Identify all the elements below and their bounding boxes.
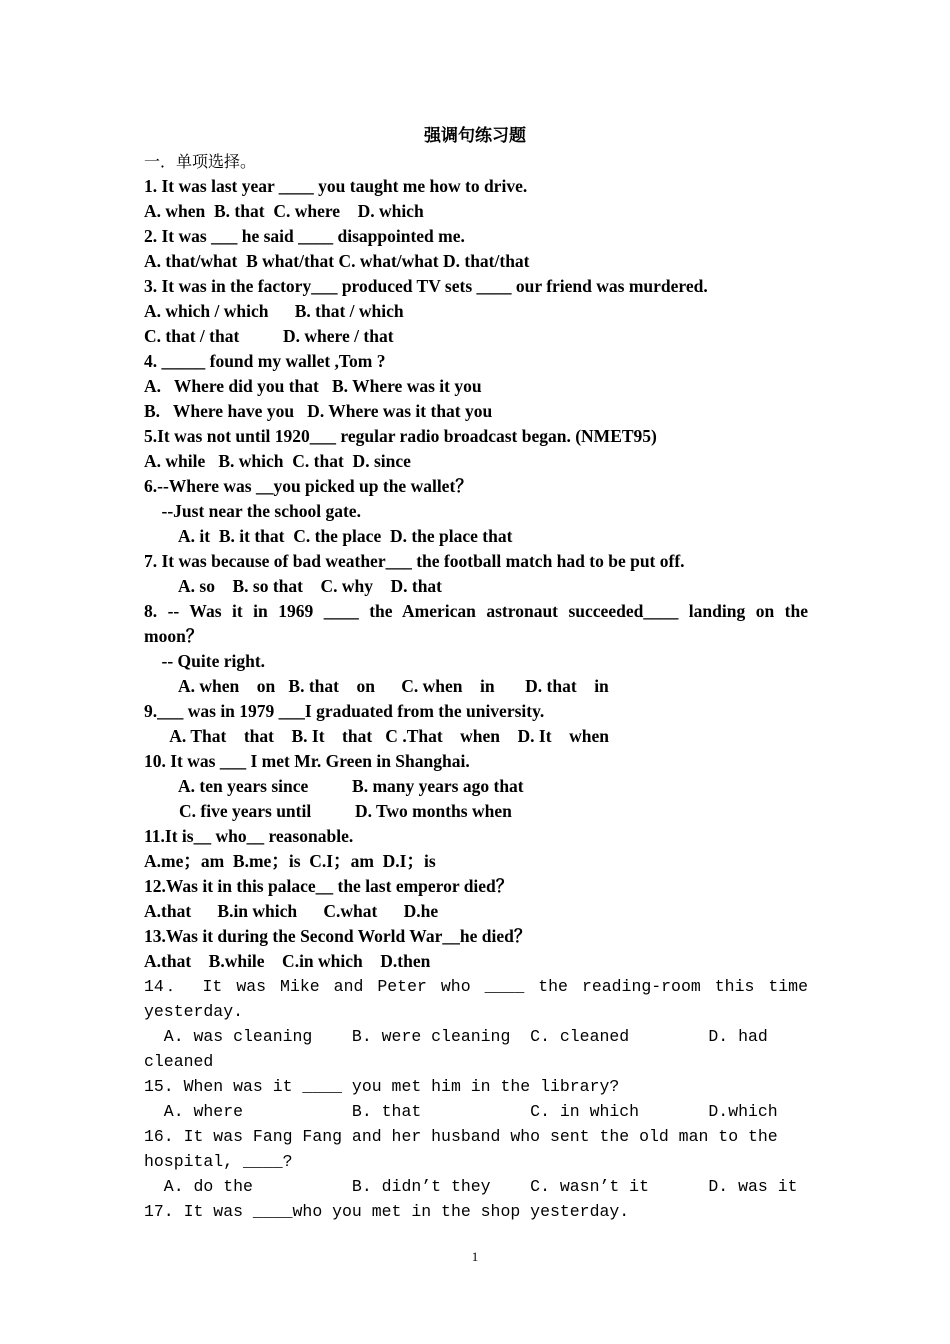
question-11-options: A.me；am B.me；is C.I；am D.I；is	[144, 851, 436, 871]
question-11: 11.It is__ who__ reasonable.	[144, 826, 354, 846]
question-15-options: A. where B. that C. in which D.which	[144, 1102, 778, 1121]
question-14-continued: yesterday.	[144, 1002, 244, 1021]
question-14-options-continued: cleaned	[144, 1052, 214, 1071]
question-2: 2. It was ___ he said ____ disappointed me.	[144, 226, 465, 246]
question-14: 14． It was Mike and Peter who ____ the reading-room this time	[144, 977, 808, 996]
question-3-options-c-d: C. that / that D. where / that	[144, 326, 394, 346]
question-16: 16. It was Fang Fang and her husband who sent the old man to the	[144, 1127, 778, 1146]
question-6-options: A. it B. it that C. the place D. the place that	[144, 526, 513, 546]
question-8-options: A. when on B. that on C. when in D. that in	[144, 676, 609, 696]
question-13-options: A.that B.while C.in which D.then	[144, 951, 431, 971]
question-17: 17. It was ____who you met in the shop yesterday.	[144, 1202, 630, 1221]
question-3-options-a-b: A. which / which B. that / which	[144, 301, 404, 321]
question-3: 3. It was in the factory___ produced TV sets ____ our friend was murdered.	[144, 276, 708, 296]
question-10-options-a-b: A. ten years since B. many years ago that	[144, 776, 524, 796]
question-8-continued: moon？	[144, 626, 204, 646]
question-5-options: A. while B. which C. that D. since	[144, 451, 411, 471]
question-2-options: A. that/what B what/that C. what/what D. that/that	[144, 251, 530, 271]
question-8: 8. -- Was it in 1969 ____ the American astronaut succeeded____ landing on the	[144, 601, 808, 621]
question-7: 7. It was because of bad weather___ the football match had to be put off.	[144, 551, 685, 571]
question-14-options: A. was cleaning B. were cleaning C. cleaned D. had	[144, 1027, 768, 1046]
question-8-reply: -- Quite right.	[144, 651, 266, 671]
question-4: 4. _____ found my wallet ,Tom ?	[144, 351, 386, 371]
question-16-options: A. do the B. didn’t they C. wasn’t it D. was it	[144, 1177, 798, 1196]
question-6: 6.--Where was __you picked up the wallet？	[144, 476, 473, 496]
section-heading: 一．单项选择。	[144, 152, 257, 171]
question-12-options: A.that B.in which C.what D.he	[144, 901, 439, 921]
question-6-reply: --Just near the school gate.	[144, 501, 361, 521]
question-10: 10. It was ___ I met Mr. Green in Shanghai.	[144, 751, 470, 771]
page-title: 强调句练习题	[424, 126, 526, 146]
question-5: 5.It was not until 1920___ regular radio broadcast began. (NMET95)	[144, 426, 657, 446]
question-7-options: A. so B. so that C. why D. that	[144, 576, 443, 596]
question-10-options-c-d: C. five years until D. Two months when	[144, 801, 512, 821]
question-12: 12.Was it in this palace__ the last emperor died？	[144, 876, 514, 896]
question-9: 9.___ was in 1979 ___I graduated from the university.	[144, 701, 545, 721]
question-1: 1. It was last year ____ you taught me how to drive.	[144, 176, 528, 196]
question-13: 13.Was it during the Second World War__he died？	[144, 926, 532, 946]
question-16-continued: hospital, ____?	[144, 1152, 293, 1171]
exercise-list	[144, 149, 808, 1224]
question-4-options-line-1: A. Where did you that B. Where was it you	[144, 376, 482, 396]
page-number: 1	[471, 1249, 479, 1264]
question-9-options: A. That that B. It that C .That when D. It when	[144, 726, 609, 746]
question-4-options-line-2: B. Where have you D. Where was it that you	[144, 401, 493, 421]
question-1-options: A. when B. that C. where D. which	[144, 201, 424, 221]
question-15: 15. When was it ____ you met him in the library?	[144, 1077, 620, 1096]
